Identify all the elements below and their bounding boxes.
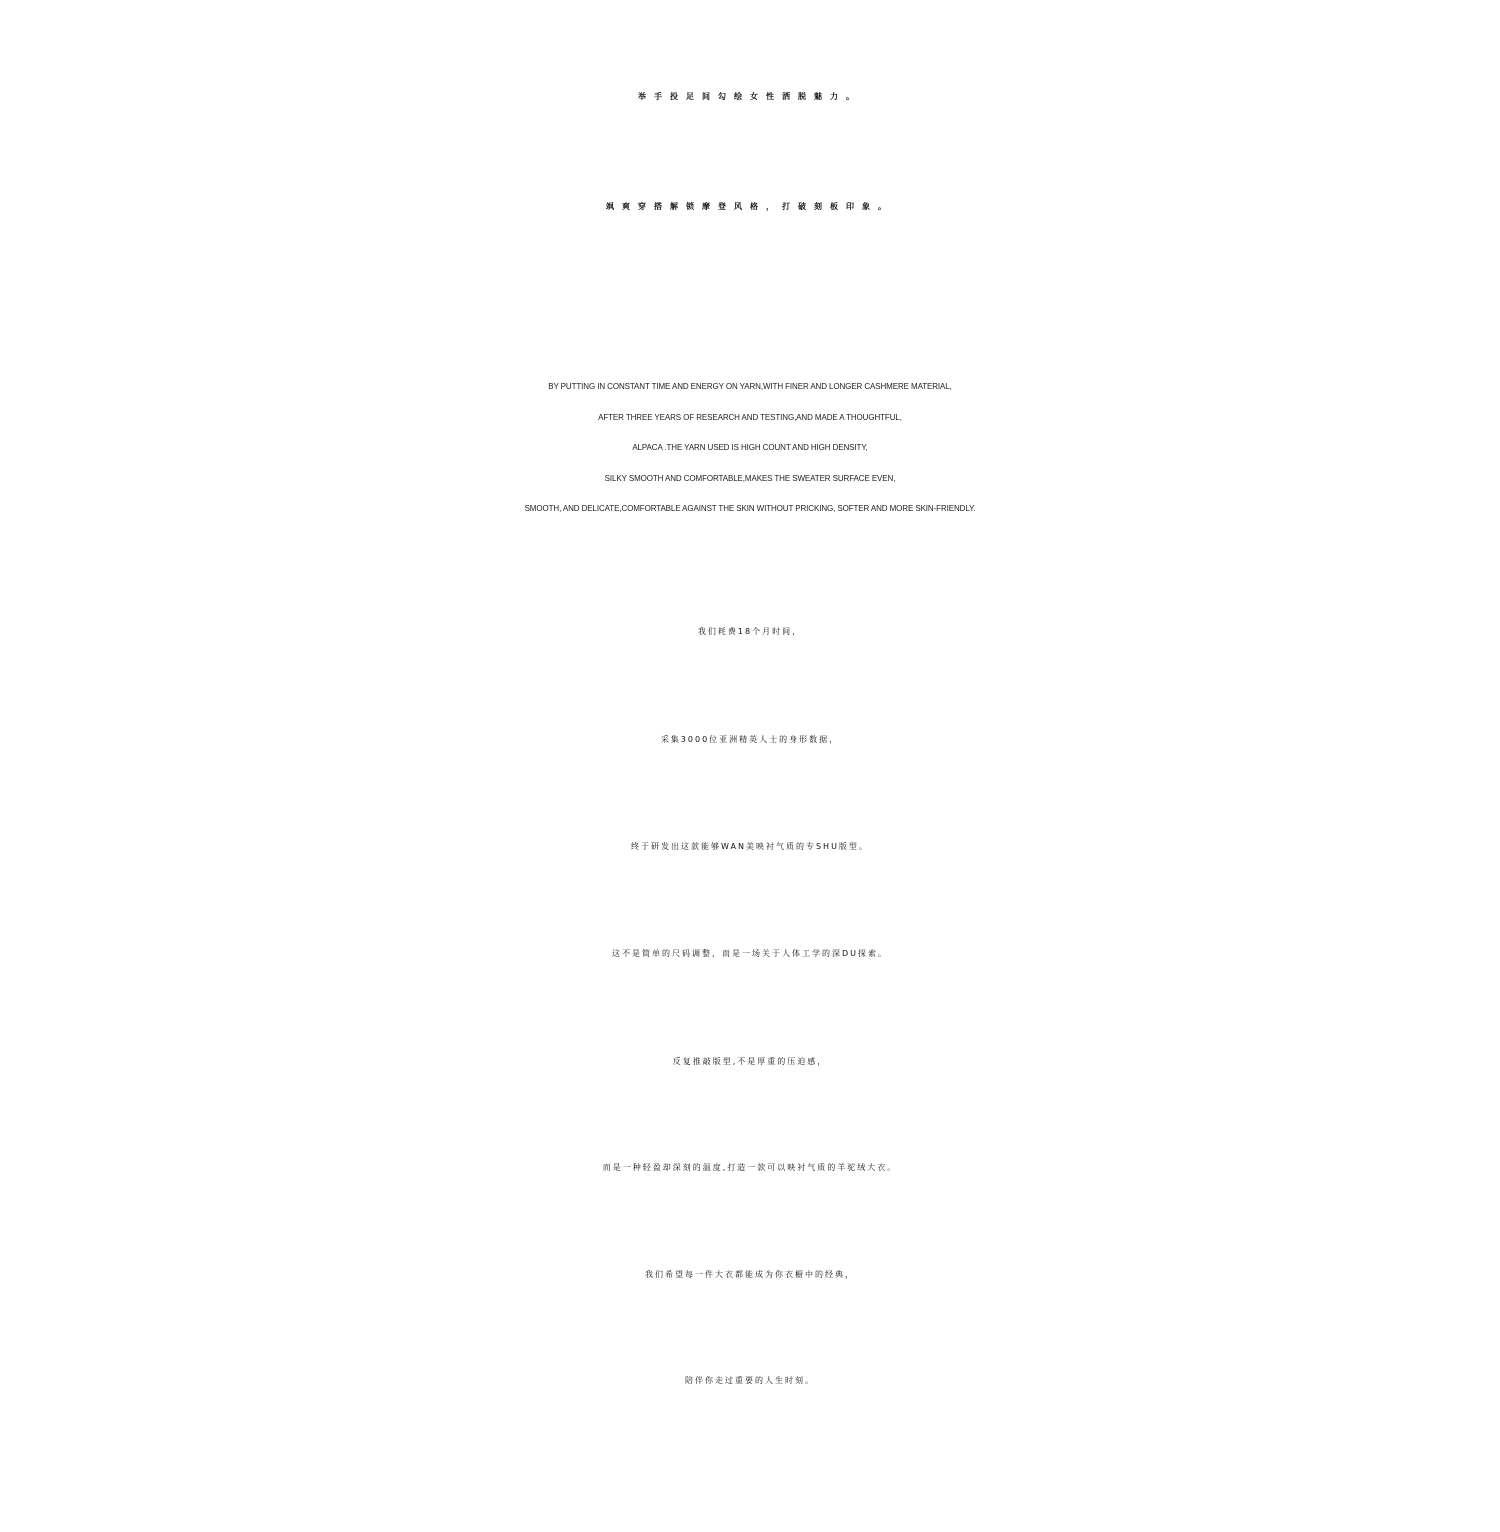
headline-line-2: 飒爽穿搭解锁摩登风格，打破刻板印象。 bbox=[606, 202, 894, 211]
headline-line-1: 举手投足间勾绘女性洒脱魅力。 bbox=[638, 92, 862, 101]
english-line: BY PUTTING IN CONSTANT TIME AND ENERGY ON YARN,WITH FINER AND LONGER CASHMERE MATERIAL, bbox=[548, 382, 952, 391]
chinese-line: 陪伴你走过重要的人生时刻。 bbox=[685, 1376, 815, 1385]
chinese-line: 我们耗费18个月时间， bbox=[697, 627, 803, 636]
english-line: SMOOTH, AND DELICATE,COMFORTABLE AGAINST THE SKIN WITHOUT PRICKING, SOFTER AND MORE SKIN-FRIENDLY. bbox=[524, 504, 976, 513]
english-line: SILKY SMOOTH AND COMFORTABLE,MAKES THE SWEATER SURFACE EVEN, bbox=[604, 473, 896, 483]
english-line: ALPACA .THE YARN USED IS HIGH COUNT AND HIGH DENSITY, bbox=[632, 443, 868, 452]
chinese-line: 采集3000位亚洲精英人士的身形数据， bbox=[660, 735, 840, 744]
chinese-line: 这不是简单的尺码调整，而是一场关于人体工学的深DU探索。 bbox=[611, 949, 888, 958]
chinese-line: 反复推敲版型,不是厚重的压迫感， bbox=[672, 1057, 828, 1066]
english-paragraph bbox=[0, 372, 1500, 525]
english-line: AFTER THREE YEARS OF RESEARCH AND TESTING,AND MADE A THOUGHTFUL, bbox=[598, 412, 902, 422]
chinese-line: 而是一种轻盈却深刻的温度,打造一款可以映衬气质的羊驼绒大衣。 bbox=[602, 1163, 898, 1172]
chinese-line: 我们希望每一件大衣都能成为你衣橱中的经典， bbox=[645, 1270, 855, 1279]
chinese-line: 终于研发出这款能够WAN美映衬气质的专SHU版型。 bbox=[631, 842, 869, 851]
